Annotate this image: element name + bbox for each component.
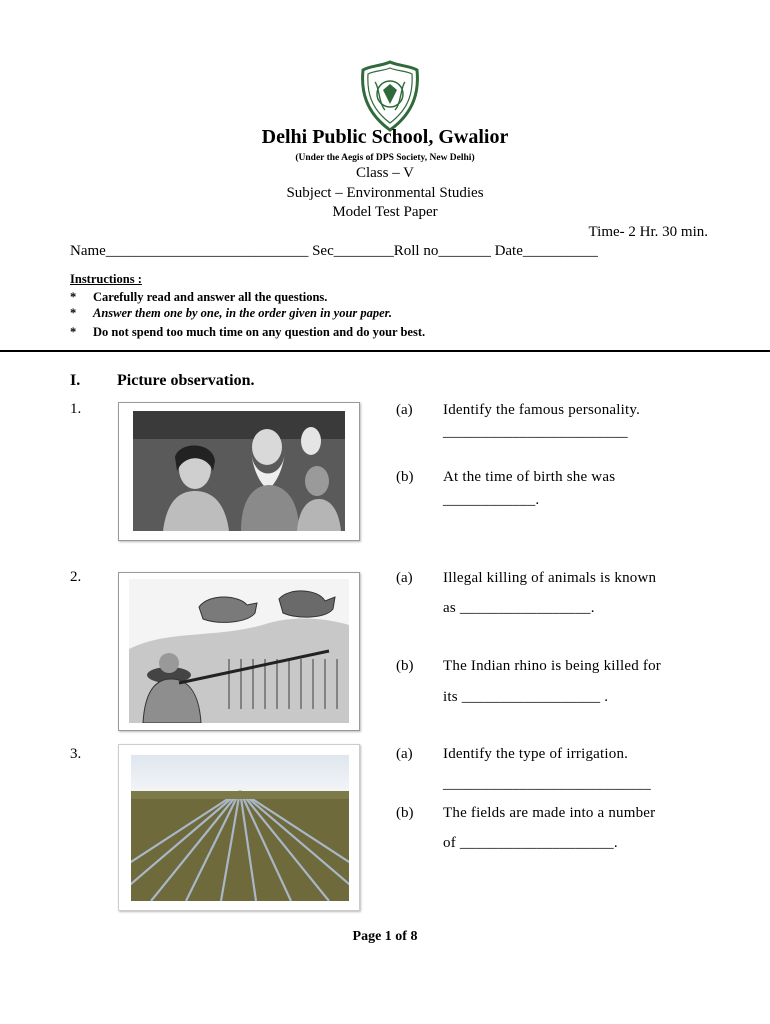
instructions-title: Instructions :	[70, 272, 142, 286]
part-label: (a)	[396, 570, 413, 586]
section-number: I.	[70, 372, 81, 389]
answer-blank[interactable]: ____________.	[443, 492, 540, 508]
picture-famous-personality	[118, 402, 360, 541]
paper-title: Model Test Paper	[332, 204, 438, 220]
part-label: (a)	[396, 746, 413, 762]
question-text: The fields are made into a number	[443, 805, 656, 821]
part-label: (b)	[396, 805, 414, 821]
question-text: Illegal killing of animals is known	[443, 570, 657, 586]
student-details-line: Name___________________________ Sec________Roll no_______ Date__________	[70, 243, 598, 259]
question-text: At the time of birth she was	[443, 469, 616, 485]
question-text: Identify the type of irrigation.	[443, 746, 629, 762]
school-name: Delhi Public School, Gwalior	[261, 126, 509, 148]
question-number: 3.	[70, 746, 82, 762]
time-line: Time- 2 Hr. 30 min.	[588, 224, 708, 240]
question-text: The Indian rhino is being killed for	[443, 658, 661, 674]
section-title: Picture observation.	[117, 372, 255, 389]
answer-blank[interactable]: of ____________________.	[443, 835, 618, 851]
class-line: Class – V	[355, 165, 415, 181]
photo-people	[133, 411, 345, 531]
answer-blank[interactable]: as _________________.	[443, 600, 595, 616]
part-label: (b)	[396, 469, 414, 485]
instruction-item: * Carefully read and answer all the questions.	[70, 290, 328, 304]
divider	[0, 350, 770, 352]
school-logo	[359, 60, 421, 132]
picture-irrigation	[118, 744, 360, 911]
subject-line: Subject – Environmental Studies	[286, 185, 484, 201]
drawing-rhino-hunter	[129, 579, 349, 723]
answer-blank[interactable]: its __________________ .	[443, 689, 609, 705]
instruction-item: * Do not spend too much time on any question and do your best.	[70, 325, 426, 339]
question-number: 2.	[70, 569, 82, 585]
instruction-item: * Answer them one by one, in the order given in your paper.	[70, 306, 392, 320]
question-text: Identify the famous personality.	[443, 402, 641, 418]
answer-blank[interactable]: ________________________	[443, 424, 628, 440]
question-number: 1.	[70, 401, 82, 417]
picture-poaching	[118, 572, 360, 731]
part-label: (a)	[396, 402, 413, 418]
photo-furrow-irrigation	[131, 755, 349, 901]
answer-blank[interactable]: ___________________________	[443, 776, 651, 792]
aegis-line: (Under the Aegis of DPS Society, New Delhi)	[295, 153, 475, 163]
part-label: (b)	[396, 658, 414, 674]
page-number: Page 1 of 8	[352, 929, 418, 944]
